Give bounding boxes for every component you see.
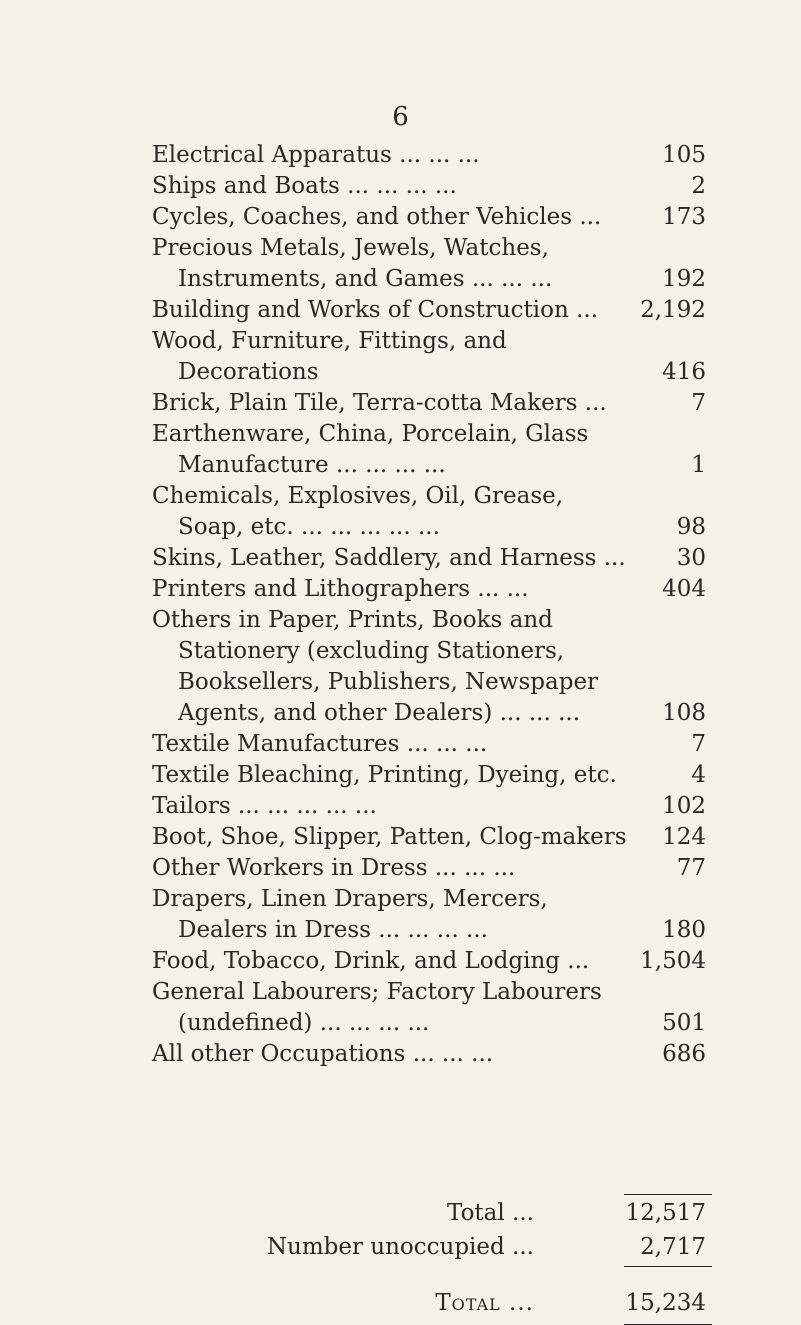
entry-row <box>152 760 712 791</box>
entry-label: Electrical Apparatus ... ... ... <box>152 142 480 168</box>
entry-label: Building and Works of Construction ... <box>152 297 599 323</box>
entry-row <box>152 822 712 853</box>
entry-label: Drapers, Linen Drapers, Mercers, Dealers in Dress ... ... ... ... <box>152 886 548 943</box>
entry-value: 180 <box>662 917 706 943</box>
entry-row <box>152 326 712 388</box>
entry-label: Brick, Plain Tile, Terra-cotta Makers ... <box>152 390 607 416</box>
entry-value: 1,504 <box>640 948 706 974</box>
entry-row <box>152 543 712 574</box>
entry-row <box>152 171 712 202</box>
grand-total-value: 15,234 <box>625 1290 706 1316</box>
entry-row <box>152 574 712 605</box>
entry-label: Tailors ... ... ... ... ... <box>152 793 377 819</box>
entry-value: 30 <box>676 545 706 571</box>
entry-value: 1 <box>691 452 706 478</box>
entry-value: 7 <box>691 390 706 416</box>
subtotal-row <box>152 1196 712 1230</box>
entry-label: Ships and Boats ... ... ... ... <box>152 173 457 199</box>
entry-value: 124 <box>662 824 706 850</box>
entry-row <box>152 233 712 295</box>
entry-label: Boot, Shoe, Slipper, Patten, Clog-makers <box>152 824 627 850</box>
entry-value: 102 <box>662 793 706 819</box>
entry-row <box>152 946 712 977</box>
entry-row <box>152 1039 712 1070</box>
entry-value: 4 <box>691 762 706 788</box>
subtotal-value: 12,517 <box>625 1200 706 1226</box>
unoccupied-value: 2,717 <box>640 1234 706 1260</box>
entry-row <box>152 295 712 326</box>
entry-label: Textile Manufactures ... ... ... <box>152 731 488 757</box>
entry-value: 192 <box>662 266 706 292</box>
entry-row <box>152 729 712 760</box>
entry-label: Chemicals, Explosives, Oil, Grease, Soap, etc. ... ... ... ... ... <box>152 483 564 540</box>
entry-label: Precious Metals, Jewels, Watches, Instruments, and Games ... ... ... <box>152 235 553 292</box>
entry-value: 686 <box>662 1041 706 1067</box>
rule-above-grand-total <box>624 1266 712 1267</box>
entry-value: 7 <box>691 731 706 757</box>
occupation-list <box>152 140 712 1070</box>
unoccupied-row <box>152 1230 712 1264</box>
entry-value: 77 <box>676 855 706 881</box>
entry-row <box>152 884 712 946</box>
entry-value: 98 <box>676 514 706 540</box>
entry-row <box>152 419 712 481</box>
entry-value: 2 <box>691 173 706 199</box>
entry-value: 416 <box>662 359 706 385</box>
entry-label: Food, Tobacco, Drink, and Lodging ... <box>152 948 590 974</box>
totals-section <box>152 1196 712 1320</box>
entry-value: 501 <box>662 1010 706 1036</box>
subtotal-label: Total ... <box>447 1200 534 1226</box>
entry-label: General Labourers; Factory Labourers (undefined) ... ... ... ... <box>152 979 602 1036</box>
entry-row <box>152 977 712 1039</box>
entry-label: Cycles, Coaches, and other Vehicles ... <box>152 204 602 230</box>
entry-label: Wood, Furniture, Fittings, and Decorations <box>152 328 507 385</box>
entry-row <box>152 791 712 822</box>
entry-row <box>152 605 712 729</box>
grand-total-label: Total ... <box>435 1290 534 1316</box>
grand-total-row <box>152 1286 712 1320</box>
page-number: 6 <box>392 102 409 132</box>
entry-label: Other Workers in Dress ... ... ... <box>152 855 516 881</box>
entry-value: 404 <box>662 576 706 602</box>
entry-row <box>152 202 712 233</box>
entry-row <box>152 388 712 419</box>
entry-label: Earthenware, China, Porcelain, Glass Manufacture ... ... ... ... <box>152 421 589 478</box>
rule-above-subtotal <box>624 1194 712 1195</box>
entry-label: Skins, Leather, Saddlery, and Harness ... <box>152 545 626 571</box>
entry-row <box>152 140 712 171</box>
entry-value: 105 <box>662 142 706 168</box>
entry-value: 173 <box>662 204 706 230</box>
entry-value: 2,192 <box>640 297 706 323</box>
entry-label: Others in Paper, Prints, Books and Stationery (excluding Stationers, Booksellers, Publishers, Newspaper Agents, and other Dealers) ... ... ... <box>152 607 599 726</box>
entry-value: 108 <box>662 700 706 726</box>
entry-row <box>152 481 712 543</box>
entry-label: Textile Bleaching, Printing, Dyeing, etc. <box>152 762 617 788</box>
unoccupied-label: Number unoccupied ... <box>266 1234 534 1260</box>
entry-row <box>152 853 712 884</box>
entry-label: Printers and Lithographers ... ... <box>152 576 529 602</box>
entry-label: All other Occupations ... ... ... <box>152 1041 494 1067</box>
